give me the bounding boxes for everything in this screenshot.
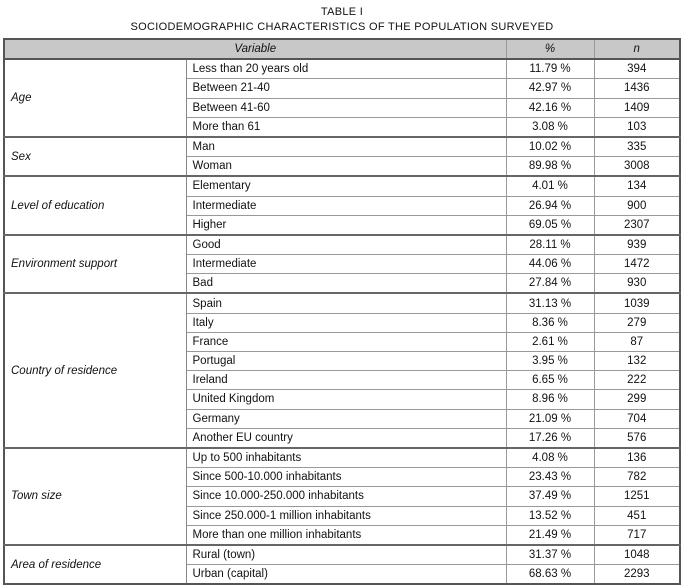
percent-value: 26.94 % bbox=[506, 196, 594, 215]
n-value: 136 bbox=[594, 448, 680, 468]
n-value: 900 bbox=[594, 196, 680, 215]
group-label: Sex bbox=[4, 137, 186, 176]
header-n: n bbox=[594, 39, 680, 59]
table-row bbox=[4, 235, 680, 255]
percent-value: 8.36 % bbox=[506, 313, 594, 332]
percent-value: 4.08 % bbox=[506, 448, 594, 468]
percent-value: 68.63 % bbox=[506, 565, 594, 585]
n-value: 1472 bbox=[594, 255, 680, 274]
percent-value: 10.02 % bbox=[506, 137, 594, 157]
item-label: Up to 500 inhabitants bbox=[186, 448, 506, 468]
n-value: 1039 bbox=[594, 293, 680, 313]
percent-value: 4.01 % bbox=[506, 176, 594, 196]
n-value: 299 bbox=[594, 390, 680, 409]
table-row bbox=[4, 448, 680, 468]
n-value: 279 bbox=[594, 313, 680, 332]
n-value: 704 bbox=[594, 409, 680, 428]
n-value: 222 bbox=[594, 371, 680, 390]
n-value: 87 bbox=[594, 332, 680, 351]
n-value: 2307 bbox=[594, 215, 680, 235]
table-body bbox=[4, 59, 680, 584]
n-value: 3008 bbox=[594, 157, 680, 177]
item-label: Intermediate bbox=[186, 196, 506, 215]
item-label: Portugal bbox=[186, 352, 506, 371]
n-value: 1251 bbox=[594, 487, 680, 506]
percent-value: 37.49 % bbox=[506, 487, 594, 506]
sociodemographic-table bbox=[3, 38, 681, 585]
n-value: 939 bbox=[594, 235, 680, 255]
n-value: 1436 bbox=[594, 79, 680, 98]
item-label: Elementary bbox=[186, 176, 506, 196]
n-value: 782 bbox=[594, 468, 680, 487]
percent-value: 21.09 % bbox=[506, 409, 594, 428]
item-label: Since 500-10.000 inhabitants bbox=[186, 468, 506, 487]
item-label: Since 250.000-1 million inhabitants bbox=[186, 506, 506, 525]
n-value: 1048 bbox=[594, 545, 680, 565]
group-label: Country of residence bbox=[4, 293, 186, 448]
table-caption: SOCIODEMOGRAPHIC CHARACTERISTICS OF THE POPULATION SURVEYED bbox=[130, 21, 554, 33]
percent-value: 17.26 % bbox=[506, 428, 594, 448]
item-label: Urban (capital) bbox=[186, 565, 506, 585]
item-label: More than 61 bbox=[186, 117, 506, 137]
table-title-block bbox=[0, 0, 684, 35]
item-label: United Kingdom bbox=[186, 390, 506, 409]
item-label: France bbox=[186, 332, 506, 351]
item-label: Good bbox=[186, 235, 506, 255]
percent-value: 31.13 % bbox=[506, 293, 594, 313]
percent-value: 11.79 % bbox=[506, 59, 594, 79]
item-label: More than one million inhabitants bbox=[186, 525, 506, 545]
percent-value: 69.05 % bbox=[506, 215, 594, 235]
percent-value: 3.08 % bbox=[506, 117, 594, 137]
header-variable: Variable bbox=[4, 39, 506, 59]
n-value: 576 bbox=[594, 428, 680, 448]
item-label: Between 41-60 bbox=[186, 98, 506, 117]
item-label: Germany bbox=[186, 409, 506, 428]
item-label: Less than 20 years old bbox=[186, 59, 506, 79]
item-label: Between 21-40 bbox=[186, 79, 506, 98]
table-row bbox=[4, 293, 680, 313]
n-value: 2293 bbox=[594, 565, 680, 585]
n-value: 134 bbox=[594, 176, 680, 196]
item-label: Woman bbox=[186, 157, 506, 177]
item-label: Another EU country bbox=[186, 428, 506, 448]
n-value: 132 bbox=[594, 352, 680, 371]
table-number: TABLE I bbox=[320, 6, 364, 18]
percent-value: 44.06 % bbox=[506, 255, 594, 274]
percent-value: 6.65 % bbox=[506, 371, 594, 390]
item-label: Higher bbox=[186, 215, 506, 235]
table-row bbox=[4, 137, 680, 157]
item-label: Ireland bbox=[186, 371, 506, 390]
percent-value: 89.98 % bbox=[506, 157, 594, 177]
n-value: 1409 bbox=[594, 98, 680, 117]
table-row bbox=[4, 176, 680, 196]
percent-value: 28.11 % bbox=[506, 235, 594, 255]
group-label: Level of education bbox=[4, 176, 186, 235]
n-value: 717 bbox=[594, 525, 680, 545]
table-header bbox=[4, 39, 680, 59]
header-row bbox=[4, 39, 680, 59]
n-value: 103 bbox=[594, 117, 680, 137]
n-value: 930 bbox=[594, 274, 680, 294]
item-label: Since 10.000-250.000 inhabitants bbox=[186, 487, 506, 506]
item-label: Italy bbox=[186, 313, 506, 332]
percent-value: 31.37 % bbox=[506, 545, 594, 565]
percent-value: 42.16 % bbox=[506, 98, 594, 117]
item-label: Intermediate bbox=[186, 255, 506, 274]
group-label: Environment support bbox=[4, 235, 186, 294]
item-label: Spain bbox=[186, 293, 506, 313]
group-label: Town size bbox=[4, 448, 186, 545]
table-row bbox=[4, 545, 680, 565]
item-label: Man bbox=[186, 137, 506, 157]
n-value: 394 bbox=[594, 59, 680, 79]
percent-value: 13.52 % bbox=[506, 506, 594, 525]
group-label: Area of residence bbox=[4, 545, 186, 584]
item-label: Rural (town) bbox=[186, 545, 506, 565]
header-percent: % bbox=[506, 39, 594, 59]
percent-value: 2.61 % bbox=[506, 332, 594, 351]
percent-value: 3.95 % bbox=[506, 352, 594, 371]
percent-value: 21.49 % bbox=[506, 525, 594, 545]
group-label: Age bbox=[4, 59, 186, 137]
item-label: Bad bbox=[186, 274, 506, 294]
percent-value: 8.96 % bbox=[506, 390, 594, 409]
percent-value: 23.43 % bbox=[506, 468, 594, 487]
percent-value: 27.84 % bbox=[506, 274, 594, 294]
percent-value: 42.97 % bbox=[506, 79, 594, 98]
table-row bbox=[4, 59, 680, 79]
n-value: 451 bbox=[594, 506, 680, 525]
n-value: 335 bbox=[594, 137, 680, 157]
